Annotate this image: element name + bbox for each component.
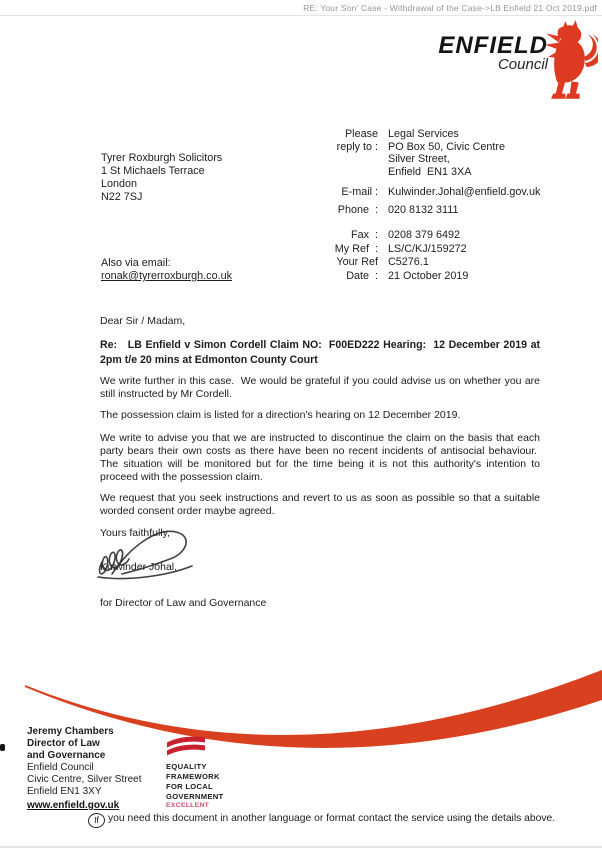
reply-to-address <box>388 128 505 178</box>
recipient-line: Tyrer Roxburgh Solicitors <box>101 152 223 164</box>
council-website-link[interactable]: www.enfield.gov.uk <box>27 800 120 811</box>
equality-logo-text: EQUALITY <box>166 762 207 771</box>
equality-logo-text: GOVERNMENT <box>166 792 224 801</box>
paragraph: We write further in this case. We would be grateful if you could advise us on whether you are still instructed by Mr Cordell. <box>100 375 540 400</box>
signer-title: for Director of Law and Governance <box>100 597 267 609</box>
fax-value: 0208 379 6492 <box>388 229 461 241</box>
recipient-line: 1 St Michaels Terrace <box>101 165 205 177</box>
document-filename: RE: Your Son' Case - Withdrawal of the Case->LB Enfield 21 Oct 2019.pdf <box>303 3 597 13</box>
subject-line-2: 2pm t/e 20 mins at Edmonton County Court <box>100 354 318 366</box>
your-ref-label: Your Ref <box>336 256 378 268</box>
header-divider <box>0 15 602 16</box>
equality-logo-text: FRAMEWORK <box>166 772 220 781</box>
recipient-email-link[interactable]: ronak@tyrerroxburgh.co.uk <box>101 270 232 282</box>
enfield-logo-wordmark: ENFIELD <box>438 32 548 59</box>
recipient-line: N22 7SJ <box>101 191 143 203</box>
my-ref-label: My Ref : <box>334 243 378 255</box>
phone-value: 020 8132 3111 <box>388 204 459 216</box>
reply-to-line: Silver Street, <box>388 153 450 165</box>
footer-org-line: Enfield EN1 3XY <box>27 786 102 797</box>
also-via-email-block <box>101 257 232 283</box>
footer-org-line: Enfield Council <box>27 762 94 773</box>
footer-director-title: and Governance <box>27 750 106 761</box>
equality-rating-text: EXCELLENT <box>166 802 210 809</box>
recipient-address <box>101 152 222 204</box>
language-notice <box>88 813 558 828</box>
my-ref-value: LS/C/KJ/159272 <box>388 243 467 255</box>
language-notice-text: you need this document in another language or format contact the service using the details above. <box>108 813 556 824</box>
also-via-email-label: Also via email: <box>101 257 171 269</box>
salutation: Dear Sir / Madam, <box>100 315 186 327</box>
paragraph: We request that you seek instructions and revert to us as soon as possible so that a suitable worded consent order maybe agreed. <box>100 492 540 517</box>
date-value: 21 October 2019 <box>388 270 469 282</box>
signer-name: Kulwinder Johal, <box>100 561 178 573</box>
phone-label: Phone : <box>337 204 378 216</box>
your-ref-value: C5276.1 <box>388 256 429 268</box>
subject-line-1: Re: LB Enfield v Simon Cordell Claim NO: F00ED222 Hearing: 12 December 2019 at <box>100 339 540 351</box>
footer-director-title: Director of Law <box>27 738 100 749</box>
equality-logo-text: FOR LOCAL <box>166 782 213 791</box>
date-label: Date : <box>346 270 378 282</box>
scan-edge-line <box>0 846 602 848</box>
reply-to-label: Please reply to : <box>336 128 378 153</box>
enfield-beast-icon <box>545 20 598 100</box>
reply-to-line: PO Box 50, Civic Centre <box>388 140 506 153</box>
fax-label: Fax : <box>351 229 378 241</box>
recipient-line: London <box>101 178 138 190</box>
footer-director-name: Jeremy Chambers <box>27 726 114 737</box>
circled-if-icon: If <box>87 812 106 830</box>
closing-line: Yours faithfully, <box>100 527 171 539</box>
paragraph: We write to advise you that we are instructed to discontinue the claim on the basis that each party bears their own costs as there have been no recent incidents of antisocial behaviour. The situation will be monitored but for the time being it is not this authority's intention to proceed with the possession claim. <box>100 432 540 483</box>
email-label: E-mail : <box>341 186 378 198</box>
email-value: Kulwinder.Johal@enfield.gov.uk <box>388 186 541 198</box>
equality-stripes-icon <box>166 734 206 756</box>
reply-to-line: Legal Services <box>388 128 459 140</box>
footer-org-line: Civic Centre, Silver Street <box>27 774 142 785</box>
reply-to-line: Enfield EN1 3XA <box>388 165 472 178</box>
scan-artifact <box>0 744 5 751</box>
paragraph: The possession claim is listed for a direction's hearing on 12 December 2019. <box>100 409 461 421</box>
enfield-logo-subtitle: Council <box>497 56 548 73</box>
signature-scribble <box>92 526 214 582</box>
